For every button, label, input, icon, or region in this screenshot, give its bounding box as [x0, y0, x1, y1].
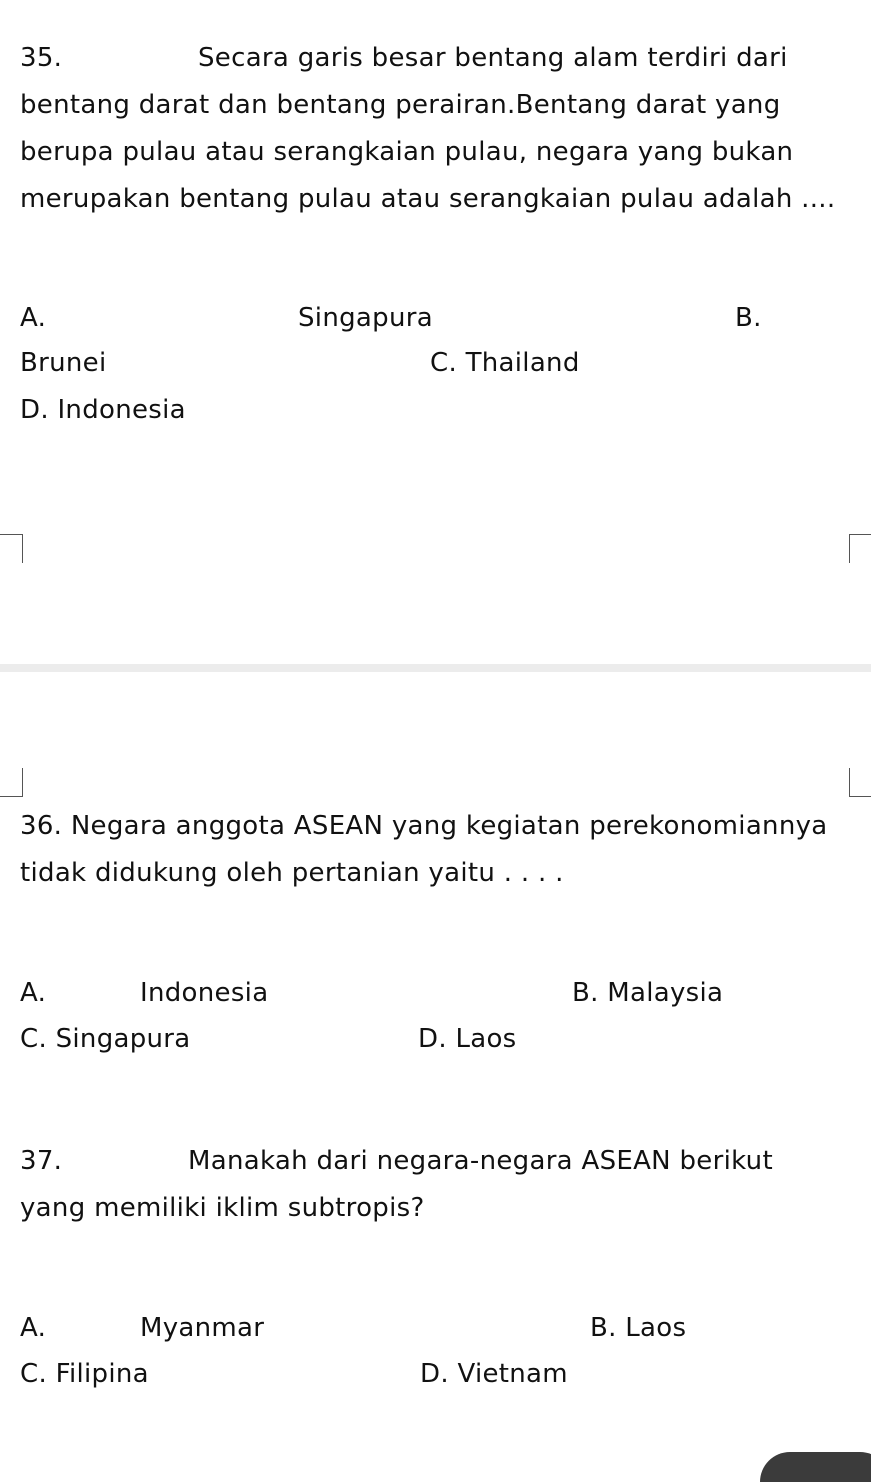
q35-option-d: D. Indonesia — [20, 395, 186, 425]
q36-text-line2: tidak didukung oleh pertanian yaitu . . . . — [20, 858, 564, 888]
page-corner-bottom-right — [849, 768, 871, 797]
q37-option-a-letter: A. — [20, 1313, 47, 1343]
q35-option-a-letter: A. — [20, 303, 47, 333]
q35-option-a-text: Singapura — [298, 303, 433, 333]
q35-option-b-text: Brunei — [20, 348, 107, 378]
q36-text-line1: 36. Negara anggota ASEAN yang kegiatan perekonomiannya — [20, 811, 828, 841]
page-corner-bottom-left — [0, 768, 23, 797]
page-corner-top-right — [849, 534, 871, 563]
q37-option-b: B. Laos — [590, 1313, 687, 1343]
q36-option-a-text: Indonesia — [140, 978, 269, 1008]
q35-text-line3: berupa pulau atau serangkaian pulau, negara yang bukan — [20, 137, 794, 167]
q35-number: 35. — [20, 43, 63, 73]
q37-text-line1: Manakah dari negara-negara ASEAN berikut — [188, 1146, 773, 1176]
q36-option-b: B. Malaysia — [572, 978, 724, 1008]
q35-option-b-letter: B. — [735, 303, 762, 333]
page-divider — [0, 664, 871, 672]
q35-option-c: C. Thailand — [430, 348, 580, 378]
q36-option-d: D. Laos — [418, 1024, 517, 1054]
q37-number: 37. — [20, 1146, 63, 1176]
q37-option-d: D. Vietnam — [420, 1359, 568, 1389]
q37-option-a-text: Myanmar — [140, 1313, 265, 1343]
q35-text-line1: Secara garis besar bentang alam terdiri dari — [198, 43, 788, 73]
bottom-edge-shape — [760, 1452, 871, 1482]
q37-text-line2: yang memiliki iklim subtropis? — [20, 1193, 425, 1223]
q36-option-a-letter: A. — [20, 978, 47, 1008]
q36-option-c: C. Singapura — [20, 1024, 191, 1054]
page-corner-top-left — [0, 534, 23, 563]
q35-text-line4: merupakan bentang pulau atau serangkaian pulau adalah .... — [20, 184, 836, 214]
q35-text-line2: bentang darat dan bentang perairan.Bentang darat yang — [20, 90, 781, 120]
q37-option-c: C. Filipina — [20, 1359, 149, 1389]
